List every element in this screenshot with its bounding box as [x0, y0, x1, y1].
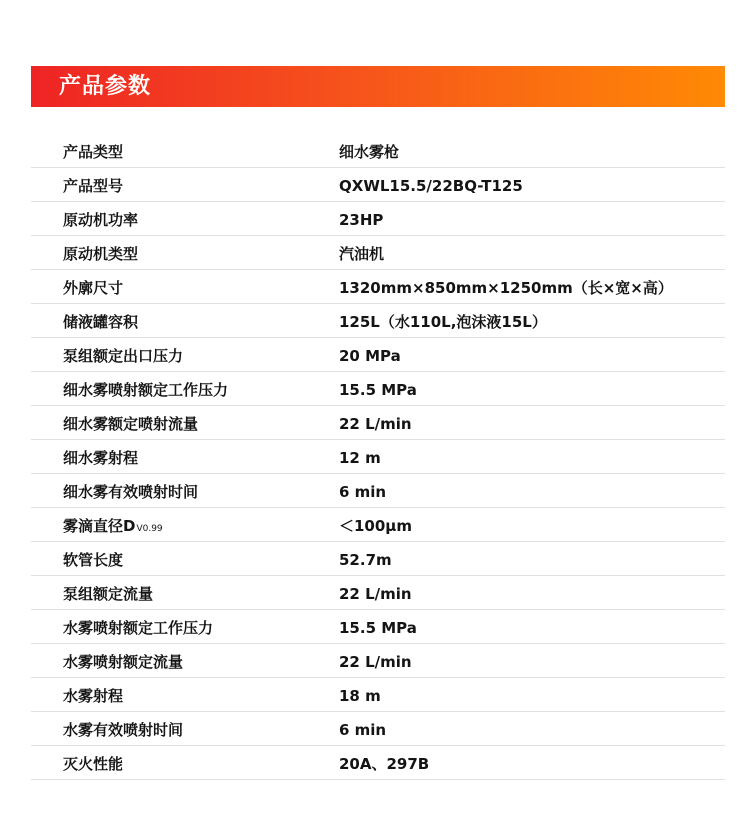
spec-label: 产品型号	[63, 177, 124, 195]
spec-value: 22 L/min	[339, 585, 412, 603]
spec-label: 外廓尺寸	[63, 279, 124, 297]
spec-label: 泵组额定出口压力	[63, 347, 184, 365]
spec-label: 细水雾额定喷射流量	[63, 415, 199, 433]
spec-label: 灭火性能	[63, 755, 124, 773]
spec-value: 18 m	[339, 687, 381, 705]
spec-row-product-model	[31, 168, 725, 202]
spec-row-engine-type	[31, 236, 725, 270]
spec-value: 1320mm×850mm×1250mm（长×宽×高）	[339, 279, 673, 297]
spec-row-water-mist-spray-time	[31, 712, 725, 746]
spec-label-subscript: V0.99	[136, 524, 163, 534]
spec-table	[31, 134, 725, 780]
spec-label: 细水雾喷射额定工作压力	[63, 381, 229, 399]
spec-value: 22 L/min	[339, 653, 412, 671]
spec-row-hose-length	[31, 542, 725, 576]
spec-value: ＜100μm	[339, 517, 412, 535]
spec-value: 汽油机	[339, 245, 385, 263]
spec-row-fine-mist-spray-time	[31, 474, 725, 508]
spec-value: 22 L/min	[339, 415, 412, 433]
spec-row-fine-mist-working-pressure	[31, 372, 725, 406]
spec-row-water-mist-range	[31, 678, 725, 712]
spec-value: 23HP	[339, 211, 384, 229]
spec-value: 6 min	[339, 721, 387, 739]
spec-value: 15.5 MPa	[339, 619, 417, 637]
spec-label: 细水雾有效喷射时间	[63, 483, 199, 501]
spec-row-pump-rated-flow	[31, 576, 725, 610]
spec-label: 水雾喷射额定工作压力	[63, 619, 214, 637]
spec-value: 52.7m	[339, 551, 392, 569]
spec-value: 6 min	[339, 483, 387, 501]
spec-label-main: 雾滴直径D	[63, 517, 136, 535]
spec-label	[63, 508, 163, 541]
spec-label: 水雾喷射额定流量	[63, 653, 184, 671]
spec-row-water-mist-working-pressure	[31, 610, 725, 644]
spec-label: 储液罐容积	[63, 313, 139, 331]
spec-label: 水雾有效喷射时间	[63, 721, 184, 739]
spec-label: 水雾射程	[63, 687, 124, 705]
spec-row-extinguishing-performance	[31, 746, 725, 780]
spec-label: 细水雾射程	[63, 449, 139, 467]
spec-value: QXWL15.5/22BQ-T125	[339, 177, 523, 195]
spec-label: 软管长度	[63, 551, 124, 569]
spec-value: 125L（水110L,泡沫液15L）	[339, 313, 547, 331]
spec-label: 泵组额定流量	[63, 585, 154, 603]
section-title: 产品参数	[59, 74, 152, 99]
spec-row-droplet-diameter	[31, 508, 725, 542]
spec-value: 细水雾枪	[339, 143, 400, 161]
spec-row-dimensions	[31, 270, 725, 304]
spec-row-water-mist-flow	[31, 644, 725, 678]
spec-row-tank-capacity	[31, 304, 725, 338]
spec-row-fine-mist-range	[31, 440, 725, 474]
spec-value: 20A、297B	[339, 755, 430, 773]
spec-label: 原动机类型	[63, 245, 139, 263]
spec-value: 12 m	[339, 449, 381, 467]
spec-value: 15.5 MPa	[339, 381, 417, 399]
spec-label: 产品类型	[63, 143, 124, 161]
spec-row-pump-outlet-pressure	[31, 338, 725, 372]
section-header-bar	[31, 66, 725, 107]
spec-row-product-type	[31, 134, 725, 168]
spec-row-engine-power	[31, 202, 725, 236]
spec-label: 原动机功率	[63, 211, 139, 229]
spec-row-fine-mist-flow	[31, 406, 725, 440]
spec-value: 20 MPa	[339, 347, 401, 365]
